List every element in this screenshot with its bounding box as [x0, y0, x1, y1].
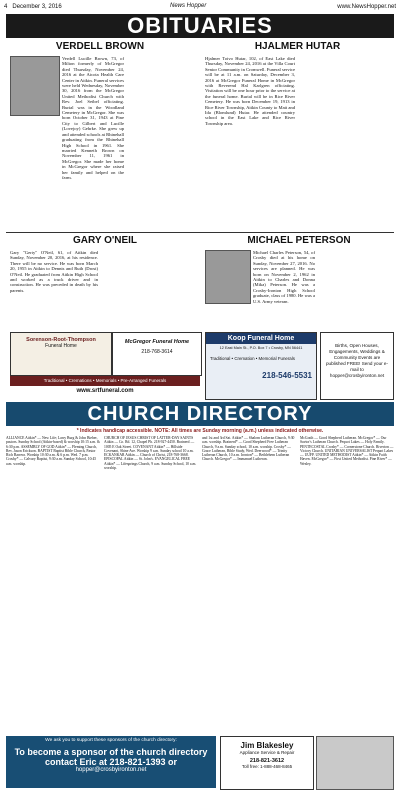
page-header [0, 0, 400, 14]
obit-text-verdell: Verdell Lucille Brown, 73, of Milton formerly of McGregor died Thursday, November 24, 2016 at the Aicota Health Care Center in Aitkin. Funeral services were held Wednesday, November 30, 2016 from the McGregor United Methodist Church with Rev. Joel Seibel officiating. Burial was in the Woodland Cemetery in McGregor. She was born October 31, 1943 at Pine City to Gilbert and Lucille (Lovejoy) Gehrke. She grew up and attended schools at Rhinehall graduating from the Rhinehall High School in 1961. She married Kenneth Brown on November 11, 1961 in McGregor. She made her home in McGregor where she raised her family and helped on the farm. [62, 56, 124, 180]
obituaries-banner: OBITUARIES [6, 14, 394, 38]
issue-date: December 3, 2016 [12, 4, 62, 10]
church-col-4: McGrath — Good Shepherd Lutheran. McGregor* — Our Savior's Lutheran Church. Pequot Lakes — Holy Family. PENTECOSTAL Crosby* — Cornerstone Church. Riverton — Victory Church. UNITARIAN UNIVERSALIST Pequot Lakes — UUFP. UNITED METHODIST Aitkin* — Aitkin Faith Haven. McGregor* — First United Methodist. Pine River* — Wesley. [300, 436, 394, 466]
obit-text-michael-col2 [319, 250, 393, 330]
header-page-date [4, 4, 62, 10]
ad-koop-sub: Traditional • Cremation • Memorial Funerals [210, 356, 295, 361]
obit-text-hjalmer: Hjalmer Toivo Hutar, 102, of East Lake died Thursday, November 24, 2016 at the Villa Court Senior Community in Cromwell. Funeral service will be at 11 a.m. on Saturday, December 3, 2016 at McGregor Funeral Home in McGregor with Reverend Hal Karlgren officiating. Visitation will be one hour prior to the service at the funeral home. Burial will be in Rice River Cemetery. He was born December 19, 1913 in Rice River Township, Aitkin County to Matt and Ida (Blomlund) Hutar. He attended country school in the East Lake and Rice River Township area. [205, 56, 295, 126]
ad-births[interactable] [320, 332, 394, 400]
obit-text-verdell-cont [10, 118, 124, 230]
obit-name-hjalmer: HJALMER HUTAR [254, 41, 341, 52]
ad-births-text: Births, Open Houses, Engagements, Weddings & Community Events are published FREE! Send your e-mail to hopper@crosbyironton.net [325, 343, 389, 378]
sponsor-ask: We ask you to support these sponsors of the church directory: [45, 738, 177, 743]
ad-mcgregor-phone: 218-768-3614 [141, 349, 173, 355]
obit-text-hjalmer-col2 [300, 56, 392, 230]
ad-koop-phone: 218-546-5531 [262, 371, 312, 380]
church-directory-banner: CHURCH DIRECTORY [6, 402, 394, 426]
obit-text-michael: Michael Charles Peterson, 54, of Crosby died at his home on Sunday, November 27, 2016. No services are planned. He was born on November 2, 1962 in Aitkin to Charles and Donna (Mika) Peterson. He was a Crosby-Ironton High School graduate, class of 1980. He was a U.S. Army veteran. [253, 250, 315, 304]
obit-name-verdell: VERDELL BROWN [55, 41, 145, 52]
divider [6, 232, 394, 233]
church-col-3: and 1st and 3rd Sat. Aitkin* — Shalom Lutheran Church, 9:30 a.m. worship. Brainerd* — Good Shepherd Free Lutheran Church, 9 a.m. Sunday school, 10 a.m. worship. Crosby* — Grace Lutheran, Bible Study, Wed. Deerwood* — Trinity Lutheran Church, 10 a.m. Ironton* — Bethlehem Lutheran Church. McGregor* — Immanuel Lutheran. [202, 436, 295, 462]
ad-sorenson-url[interactable]: www.srtfuneral.com [76, 388, 134, 394]
ad-sorenson-sub: Funeral Home [45, 343, 77, 349]
ad-mcgregor-title: McGregor Funeral Home [124, 339, 190, 345]
ad-jim-blakesley[interactable] [220, 736, 314, 790]
obit-text-verdell-col2 [128, 56, 192, 230]
ad-sorenson[interactable] [10, 332, 112, 376]
obit-name-michael: MICHAEL PETERSON [247, 235, 351, 246]
ad-mcgregor[interactable] [112, 332, 202, 376]
ad-koop-addr: 12 East Main St., P.O. Box 7 • Crosby, MN 56441 [219, 346, 303, 350]
ad-jim-sub: Appliance Service & Repair [239, 750, 295, 755]
ad-jim-photo [316, 736, 394, 790]
church-directory-note: * Indicates handicap accessible. NOTE: All times are Sunday morning (a.m.) unless indicated otherwise. [76, 428, 324, 434]
ad-koop-title: Koop Funeral Home [206, 333, 316, 344]
church-col-2: CHURCH OF JESUS CHRIST OF LATTER-DAY SAINTS Aitkin — Co. Rd. 12, Chapel Ph. 218-927-4450. Brainerd — 1005 E Oak Street. COVENANT Aitkin* — Hillside Covenant, Shine Ave. Worship 9 a.m. Sunday school 10 a.m. ECKANKAR Aitkin — Church of Christ, 218-768-3668. EPISCOPAL Aitkin — St. John's. EVANGELICAL FREE Aitkin* — Lifesprings Church, 9 a.m. Sunday School, 10 a.m. worship. [104, 436, 197, 471]
church-directory-columns [6, 436, 394, 726]
obit-photo-verdell [10, 56, 60, 116]
page-number: 4 [4, 4, 8, 10]
ad-sorenson-title: Sorenson-Root-Thompson [26, 337, 96, 343]
sponsor-line1: To become a sponsor of the church directory contact Eric at 218-821-1393 or [14, 747, 208, 767]
obit-photo-michael [205, 250, 251, 304]
obit-text-gary-col2 [102, 250, 198, 330]
church-col-1: ALLIANCE Aitkin* — New Life; Larry Burg & John Bieber, pastors. Sunday School (Aitkin-based) & worship 10:15 a.m. & 6:30 p.m. ASSEMBLY OF GOD Aitkin* — Fleming Church, Rev. Jason Erickson. BAPTIST Baptist Bible Church, Pastor Rich Barrera. Worship 10:30 a.m. & 6 p.m. Wed. 7 p.m. Crosby* — Calvary Baptist, 9:30 a.m. Sunday School, 10:45 a.m. worship. [6, 436, 100, 466]
ad-koop[interactable] [205, 332, 317, 400]
obit-name-gary: GARY O'NEIL [72, 235, 138, 246]
sponsor-email[interactable]: hopper@crosbyironton.net [75, 767, 147, 773]
ad-jim-phone: 218-821-3612 [249, 758, 285, 764]
masthead-small: News Hopper [170, 3, 207, 9]
obit-text-gary: Gary "Gerty" O'Neil, 61, of Aitkin died Sunday, November 20, 2016, at his residence. There will be no service. He was born March 20, 1955 in Aitkin to Dennis and Ruth (Drost) O'Neil. He graduated from Aitkin High School and worked as a truck driver and in construction. He was preceded in death by his parents. [10, 250, 98, 293]
ad-sorenson-services: Traditional • Cremations • Memorials • Pre-Arranged Funerals [10, 376, 200, 386]
ad-jim-toll: Toll free: 1-888-468-8465 [241, 764, 293, 769]
sponsor-box [6, 736, 216, 788]
header-url[interactable]: www.NewsHopper.net [337, 4, 396, 10]
ad-jim-name: Jim Blakesley [240, 741, 294, 750]
